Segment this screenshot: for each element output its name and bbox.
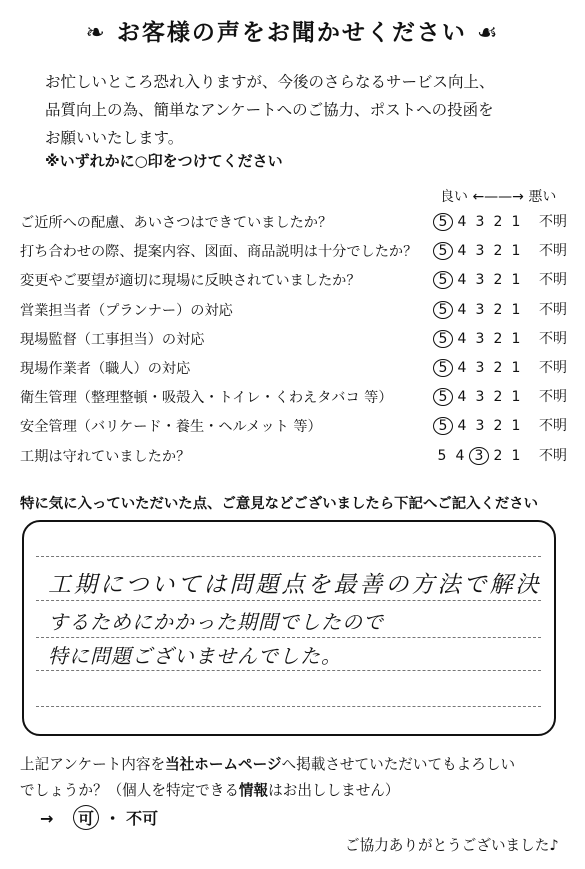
rating-options [433,269,567,289]
rating-option[interactable]: 不明 [539,389,567,406]
rating-option[interactable]: 2 [493,389,503,406]
rating-option[interactable]: 3 [475,301,485,318]
question-text: 衛生管理（整理整頓・吸殻入・トイレ・くわえタバコ 等） [20,390,393,407]
rating-option[interactable]: 4 [457,360,467,376]
rating-option[interactable]: 1 [511,360,521,376]
scale-bad-label: 悪い [528,189,557,205]
ruled-line [36,670,541,671]
consent-no-option[interactable]: 不可 [126,809,159,828]
rating-option[interactable]: 2 [493,447,503,464]
rating-option[interactable]: 1 [511,272,521,289]
ornament-right-icon: ☙ [476,20,500,46]
rating-option[interactable]: 2 [493,272,503,289]
consent-choice [40,805,158,830]
question-text: 打ち合わせの際、提案内容、図面、商品説明は十分でしたか？ [20,244,418,261]
rating-option[interactable]: 2 [493,360,503,376]
question-text: 工期は守れていましたか？ [20,448,191,465]
scale-arrow-icon: ←——→ [472,189,524,205]
scale-good-label: 良い [440,189,468,205]
rating-option[interactable]: 3 [475,418,485,435]
rating-option[interactable]: 2 [493,330,503,347]
ruled-line [36,600,541,601]
ornament-left-icon: ❧ [85,20,107,46]
question-text: 営業担当者（プランナー）の対応 [20,302,233,319]
rating-option[interactable]: 1 [511,447,521,464]
rating-option[interactable]: 3 [475,360,485,376]
rating-option[interactable]: 4 [455,447,465,464]
title-text: お客様の声をお聞かせください [116,20,467,46]
rating-scale-legend [440,186,556,206]
rating-option[interactable]: 5 [433,242,453,260]
rating-option[interactable]: 不明 [539,360,567,376]
rating-option[interactable]: 4 [457,418,467,435]
comments-heading: 特に気に入っていただいた点、ご意見などございましたら下記へご記入ください [20,496,539,512]
rating-option[interactable]: 3 [475,330,485,347]
rating-option[interactable]: 5 [433,388,453,406]
rating-options [433,386,567,406]
rating-options [433,445,567,465]
rating-option[interactable]: 不明 [539,447,567,464]
rating-option[interactable]: 2 [493,301,503,318]
rating-option[interactable]: 1 [511,301,521,318]
intro-text [45,68,565,152]
ruled-line [36,706,541,707]
consent-yes-option[interactable]: 可 [73,805,99,830]
intro-line: お願いいたします。 [45,129,184,147]
rating-option[interactable]: 5 [433,213,453,231]
rating-option[interactable]: 4 [457,214,467,230]
question-text: ご近所への配慮、あいさつはできていましたか？ [20,215,333,231]
consent-text: でしょうか？（個人を特定できる [20,782,239,799]
rating-options [433,299,567,319]
consent-text: はお出ししません） [268,782,400,799]
rating-option[interactable]: 不明 [539,243,567,260]
consent-text: 上記アンケート内容を [20,756,166,773]
rating-option[interactable]: 4 [457,389,467,406]
consent-emphasis: 情報 [238,782,269,799]
publish-consent-text [20,752,570,804]
rating-option[interactable]: 3 [475,243,485,260]
rating-option[interactable]: 4 [457,330,467,347]
rating-option[interactable]: 不明 [539,272,567,289]
consent-text: へ掲載させていただいてもよろしい [281,756,516,773]
rating-option[interactable]: 5 [433,359,453,377]
comment-handwritten-line: 特に問題ございませんでした。 [48,644,342,668]
rating-option[interactable]: 不明 [539,301,567,318]
rating-option[interactable]: 3 [475,272,485,289]
rating-option[interactable]: 4 [457,301,467,318]
rating-option[interactable]: 1 [511,389,521,406]
question-text: 現場作業者（職人）の対応 [20,361,191,377]
rating-option[interactable]: 不明 [539,330,567,347]
ruled-line [36,556,541,557]
rating-option[interactable]: 5 [433,330,453,348]
question-text: 現場監督（工事担当）の対応 [20,331,205,348]
rating-option[interactable]: 4 [457,243,467,260]
rating-option[interactable]: 2 [493,243,503,260]
rating-option[interactable]: 不明 [539,214,567,230]
question-text: 安全管理（バリケード・養生・ヘルメット 等） [20,419,322,436]
rating-option[interactable]: 5 [437,447,447,464]
rating-option[interactable]: 5 [433,417,453,435]
rating-option[interactable]: 1 [511,330,521,347]
consent-separator: ・ [104,809,121,828]
rating-option[interactable]: 不明 [539,418,567,435]
rating-option[interactable]: 1 [511,243,521,260]
consent-emphasis: 当社ホームページ [165,756,282,773]
rating-option[interactable]: 1 [511,214,521,230]
rating-options [433,211,567,231]
survey-title [0,14,585,47]
arrow-icon: → [40,809,54,828]
intro-line: お忙しいところ恐れ入りますが、今後のさらなるサービス向上、 [45,73,495,91]
rating-option[interactable]: 3 [475,389,485,406]
rating-option[interactable]: 4 [457,272,467,289]
rating-option[interactable]: 5 [433,271,453,289]
rating-option[interactable]: 5 [433,301,453,319]
rating-options [433,415,567,435]
comment-handwritten-line: するためにかかった期間でしたので [48,610,384,634]
rating-option[interactable]: 3 [469,447,489,465]
intro-line: 品質向上の為、簡単なアンケートへのご協力、ポストへの投函を [45,101,494,119]
rating-option[interactable]: 1 [511,418,521,435]
ruled-line [36,637,541,638]
question-text: 変更やご要望が適切に現場に反映されていましたか？ [20,273,361,290]
comment-handwritten-line: 工期については問題点を最善の方法で解決 [48,572,542,598]
rating-option[interactable]: 2 [493,418,503,435]
rating-options [433,357,567,377]
rating-options [433,240,567,260]
rating-option[interactable]: 3 [475,214,485,230]
thanks-message: ご協力ありがとうございました♪ [345,837,559,854]
instruction-note: ※いずれかに○印をつけてください [45,152,283,170]
rating-options [433,328,567,348]
rating-option[interactable]: 2 [493,214,503,230]
